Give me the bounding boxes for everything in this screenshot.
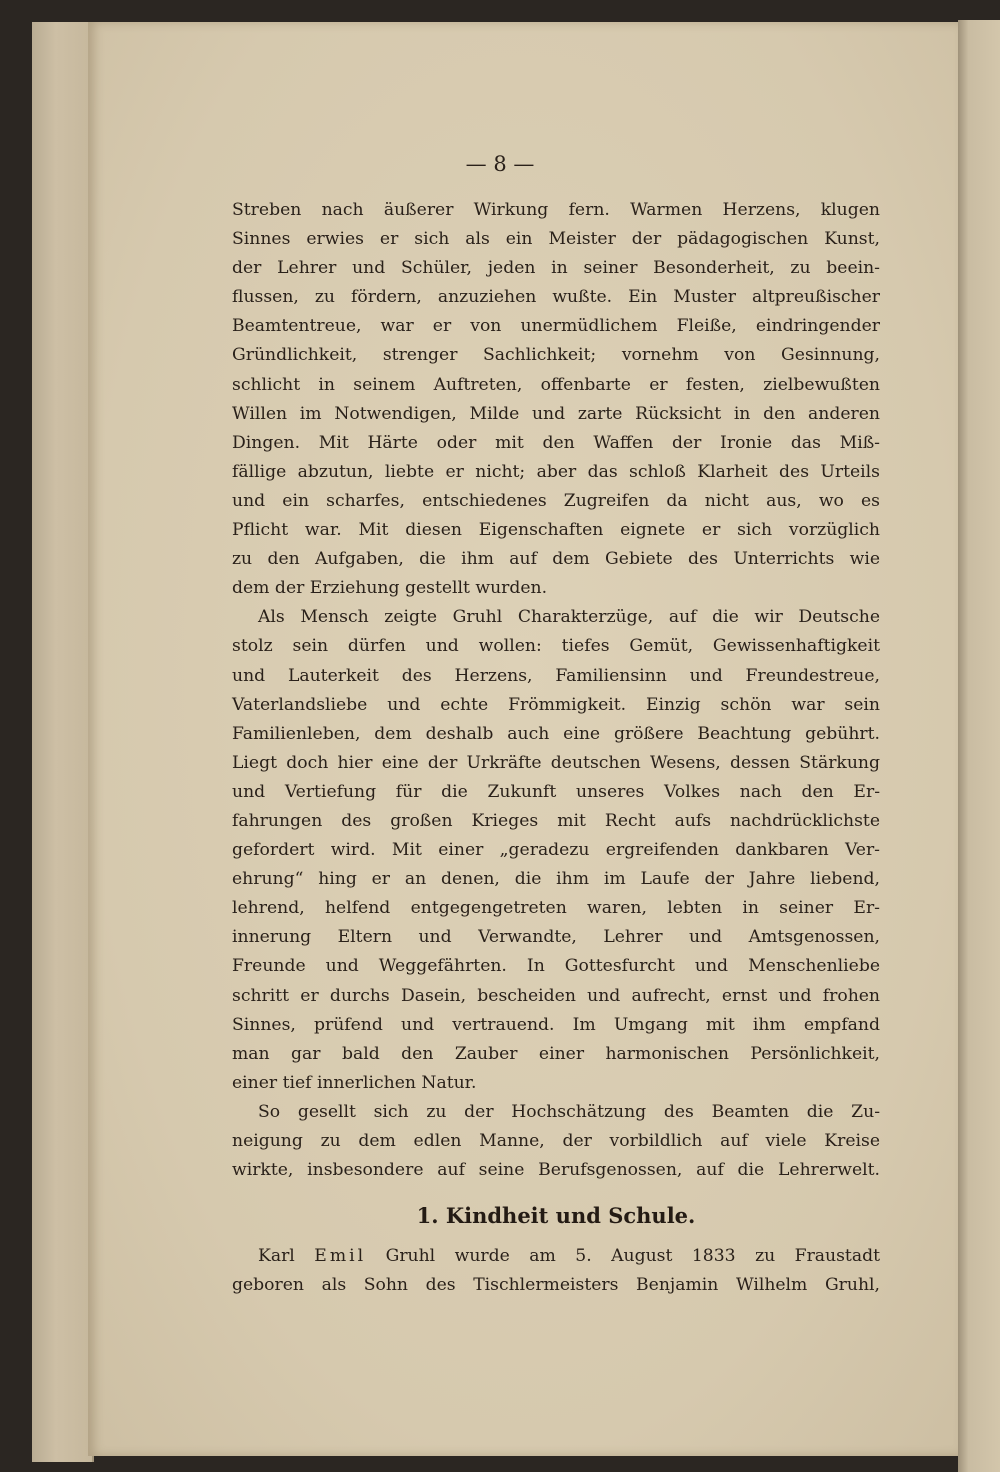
text-line: der Lehrer und Schüler, jeden in seiner Besonderheit, zu beein- [232, 258, 880, 279]
text-line: Willen im Notwendigen, Milde und zarte Rücksicht in den anderen [232, 403, 880, 424]
next-page-edge [958, 20, 1000, 1472]
line-rest: Gruhl wurde am 5. August 1833 zu Fraustadt [385, 1246, 880, 1266]
text-line: So gesellt sich zu der Hochschätzung des Beamten die Zu- [258, 1101, 880, 1122]
text-line: wirkte, insbesondere auf seine Berufsgenossen, auf die Lehrerwelt. [232, 1160, 880, 1181]
text-line: Liegt doch hier eine der Urkräfte deutschen Wesens, dessen Stärkung [232, 752, 880, 773]
text-line: man gar bald den Zauber einer harmonischen Persönlichkeit, [232, 1043, 880, 1064]
text-line: Als Mensch zeigte Gruhl Charakterzüge, auf die wir Deutsche [258, 607, 880, 628]
section-text [232, 1242, 880, 1300]
text-line: Familienleben, dem deshalb auch eine größere Beachtung gebührt. [232, 723, 880, 744]
spaced-name: Emil [314, 1246, 367, 1266]
text-line: und Lauterkeit des Herzens, Familiensinn und Freundestreue, [232, 665, 880, 686]
first-name: Karl [258, 1246, 295, 1266]
text-line: gefordert wird. Mit einer „geradezu ergreifenden dankbaren Ver- [232, 840, 880, 861]
paragraph-3 [232, 1098, 880, 1185]
text-line: Beamtentreue, war er von unermüdlichem Fleiße, eindringender [232, 316, 880, 337]
text-line: lehrend, helfend entgegengetreten waren, lebten in seiner Er- [232, 898, 880, 919]
text-line: innerung Eltern und Verwandte, Lehrer und Amtsgenossen, [232, 927, 880, 948]
text-line: Sinnes erwies er sich als ein Meister der pädagogischen Kunst, [232, 229, 880, 250]
text-line: neigung zu dem edlen Manne, der vorbildlich auf viele Kreise [232, 1131, 880, 1151]
text-line: Freunde und Weggefährten. In Gottesfurcht und Menschenliebe [232, 956, 880, 977]
text-line: zu den Aufgaben, die ihm auf dem Gebiete des Unterrichts wie [232, 549, 880, 570]
text-line: Sinnes, prüfend und vertrauend. Im Umgang mit ihm empfand [232, 1014, 880, 1035]
text-line: und Vertiefung für die Zukunft unseres Volkes nach den Er- [232, 781, 880, 802]
text-line: flussen, zu fördern, anzuziehen wußte. Ein Muster altpreußischer [232, 287, 880, 308]
text-line [232, 1242, 880, 1271]
text-line: schritt er durchs Dasein, bescheiden und aufrecht, ernst und frohen [232, 985, 880, 1006]
text-line: dem der Erziehung gestellt wurden. [232, 578, 548, 599]
section-heading: 1. Kindheit und Schule. [416, 1203, 696, 1228]
text-line: einer tief innerlichen Natur. [232, 1072, 477, 1093]
text-line: und ein scharfes, entschiedenes Zugreifen da nicht aus, wo es [232, 490, 880, 511]
text-line: ehrung“ hing er an denen, die ihm im Laufe der Jahre liebend, [232, 869, 880, 890]
text-line: Dingen. Mit Härte oder mit den Waffen der Ironie das Miß- [232, 432, 880, 453]
text-line: Pflicht war. Mit diesen Eigenschaften eignete er sich vorzüglich [232, 520, 880, 541]
text-line: Streben nach äußerer Wirkung fern. Warmen Herzens, klugen [232, 200, 880, 220]
text-line: Vaterlandsliebe und echte Frömmigkeit. Einzig schön war sein [232, 694, 880, 715]
paragraph-2 [232, 603, 880, 1098]
body-text [232, 196, 880, 1185]
text-line: stolz sein dürfen und wollen: tiefes Gemüt, Gewissenhaftigkeit [232, 636, 880, 657]
text-line: schlicht in seinem Auftreten, offenbarte er festen, zielbewußten [232, 374, 880, 395]
text-line: geboren als Sohn des Tischlermeisters Benjamin Wilhelm Gruhl, [232, 1275, 880, 1296]
page-number: — 8 — [465, 152, 535, 176]
text-line: fällige abzutun, liebte er nicht; aber das schloß Klarheit des Urteils [232, 461, 880, 482]
text-line: fahrungen des großen Krieges mit Recht aufs nachdrücklichste [232, 810, 880, 831]
previous-page-edge [32, 22, 94, 1462]
text-line: Gründlichkeit, strenger Sachlichkeit; vornehm von Gesinnung, [232, 345, 880, 366]
paragraph-1 [232, 196, 880, 603]
